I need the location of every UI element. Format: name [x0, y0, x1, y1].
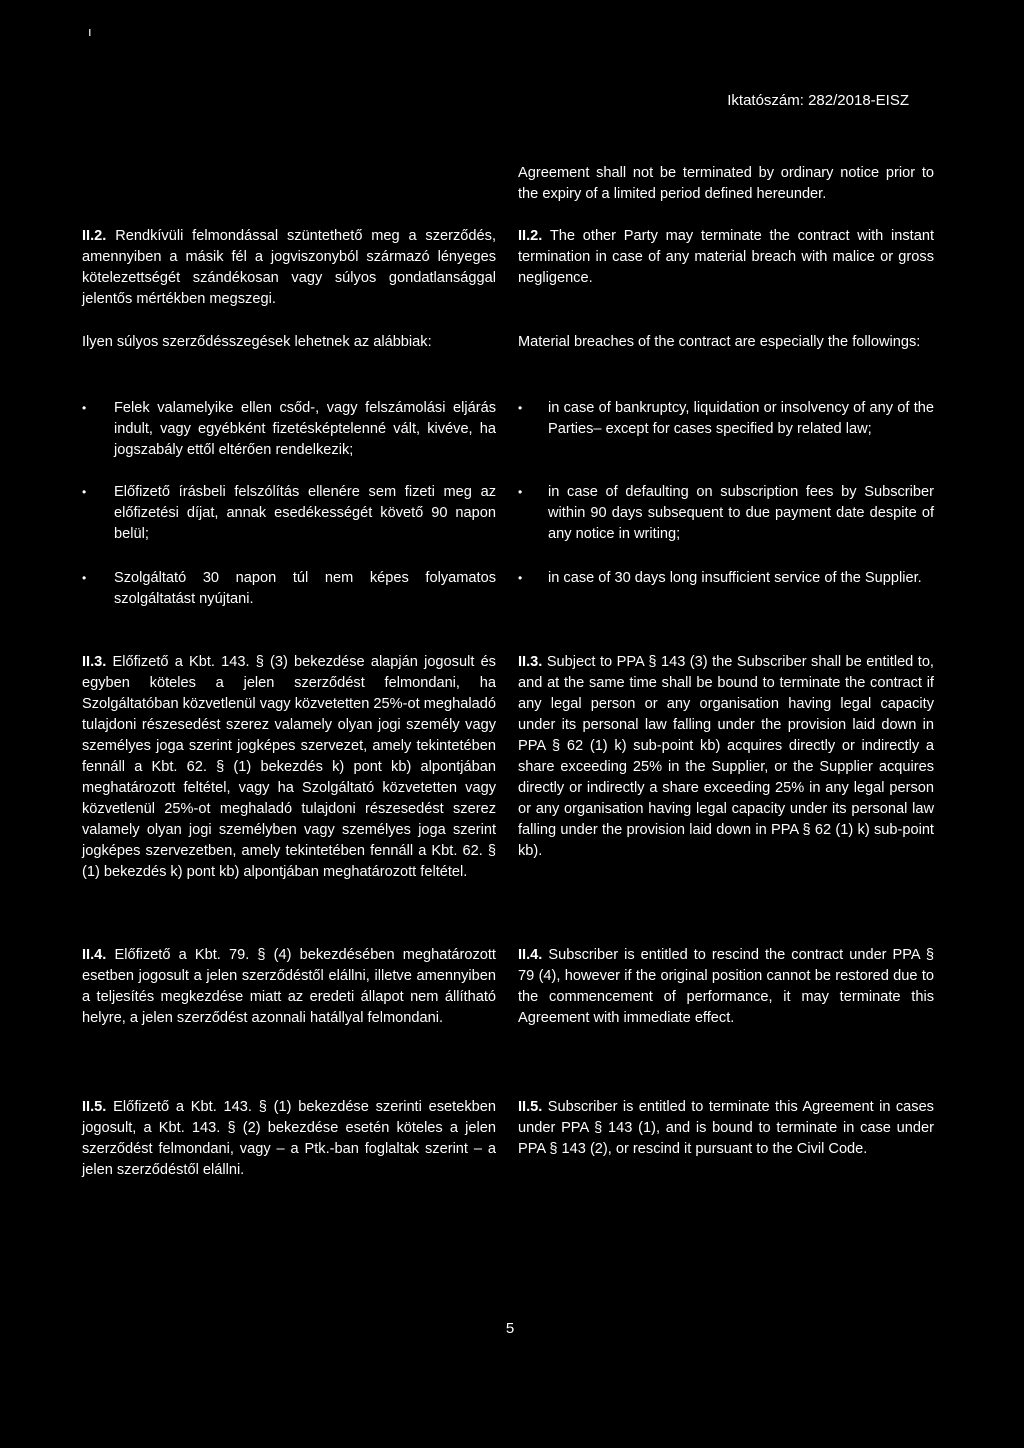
list-item	[518, 482, 934, 545]
list-item-text: Előfizető írásbeli felszólítás ellenére sem fizeti meg az előfizetési díjat, annak esedékességét követő 90 napon belül;	[114, 484, 496, 542]
section-5-hu	[82, 1097, 496, 1181]
corner-mark: ı	[88, 24, 92, 39]
section-text: Subject to PPA § 143 (3) the Subscriber shall be entitled to, and at the same time shall be bound to terminate the contract if any legal person or any organisation having legal capacity under its personal law falling under the provision laid down in PPA § 62 (1) k) sub-point kb) acquires directly or indirectly a share exceeding 25% in the Supplier, or the Supplier acquires directly or indirectly a share exceeding 25% in any legal person or any organisation having legal capacity under its personal law falling under the provision laid down in PPA § 62 (1) k) sub-point kb).	[518, 654, 934, 859]
section-text: The other Party may terminate the contract with instant termination in case of any material breach with malice or gross negligence.	[518, 228, 935, 286]
section-5-en	[518, 1097, 934, 1160]
section-text: Rendkívüli felmondással szüntethető meg a szerződés, amennyiben a másik fél a jogviszonyból származó lényeges kötelezettségét szándékosan vagy súlyos gondatlansággal jelentős mértékben megszegi.	[82, 228, 496, 307]
bullet-icon: •	[518, 571, 523, 585]
section-text: Előfizető a Kbt. 79. § (4) bekezdésében meghatározott esetben jogosult a jelen szerződéstől elállni, illetve amennyiben a teljesítés megkezdése miatt az eredeti állapot nem állítható helyre, a jelen szerződést azonnali hatállyal felmondani.	[82, 947, 496, 1026]
section-label: II.2.	[518, 228, 543, 244]
section-3-hu	[82, 652, 496, 883]
list-item	[82, 482, 496, 545]
section-4-en	[518, 945, 934, 1029]
section-label: II.5.	[82, 1099, 107, 1115]
section-label: II.2.	[82, 228, 107, 244]
list-item-text: Szolgáltató 30 napon túl nem képes folyamatos szolgáltatást nyújtani.	[114, 570, 496, 607]
section-text: Subscriber is entitled to rescind the contract under PPA § 79 (4), however if the original position cannot be restored due to the commencement of performance, it may terminate this Agreement with immediate effect.	[518, 947, 934, 1026]
section-text: Előfizető a Kbt. 143. § (3) bekezdése alapján jogosult és egyben köteles a jelen szerződést felmondani, ha Szolgáltatóban közvetlenül vagy közvetetten 25%-ot meghaladó tulajdoni részesedést szerez valamely olyan jogi személy vagy személyes joga szerint jogképes szervezet, amely tekintetében fennáll a Kbt. 62. § (1) bekezdés k) pont kb) alpontjában meghatározott feltétel, vagy ha Szolgáltató közvetetten vagy közvetlenül 25%-ot meghaladó tulajdoni részesedést szerez valamely olyan jogi személyben vagy személyes joga szerint jogképes szervezetben, amely tekintetében fennáll a Kbt. 62. § (1) bekezdés k) pont kb) alpontjában meghatározott feltétel.	[82, 654, 496, 880]
list-item-text: in case of bankruptcy, liquidation or insolvency of any of the Parties– except for cases specified by related law;	[548, 400, 934, 437]
section-2-en	[518, 226, 934, 289]
section-label: II.3.	[82, 654, 107, 670]
reference-number: Iktatószám: 282/2018-EISZ	[727, 92, 909, 109]
list-item	[518, 568, 934, 610]
bullet-icon: •	[82, 485, 87, 499]
section-4-hu	[82, 945, 496, 1029]
list-item-text: Felek valamelyike ellen csőd-, vagy felszámolási eljárás indult, vagy egyébként fizetésképtelenné vált, kivéve, ha jogszabály ettől eltérően rendelkezik;	[114, 400, 496, 458]
section-label: II.4.	[518, 947, 543, 963]
bullet-icon: •	[518, 401, 523, 415]
section-label: II.5.	[518, 1099, 543, 1115]
bullet-icon: •	[82, 401, 87, 415]
list-item-text: in case of 30 days long insufficient service of the Supplier.	[548, 570, 922, 586]
list-item	[518, 398, 934, 440]
section-text: Subscriber is entitled to terminate this Agreement in cases under PPA § 143 (1), and is bound to terminate in case under PPA § 143 (2), or rescind it pursuant to the Civil Code.	[518, 1099, 934, 1157]
section-label: II.4.	[82, 947, 107, 963]
section-text: Előfizető a Kbt. 143. § (1) bekezdése szerinti esetekben jogosult, a Kbt. 143. § (2) bekezdése esetén köteles a jelen szerződést felmondani, vagy – a Ptk.-ban foglaltak szerint – a jelen szerződéstől elállni.	[82, 1099, 496, 1178]
list-item-text: in case of defaulting on subscription fees by Subscriber within 90 days subsequent to due payment date despite of any notice in writing;	[548, 484, 934, 542]
section-label: II.3.	[518, 654, 543, 670]
section-3-en	[518, 652, 934, 862]
bullet-icon: •	[82, 571, 87, 585]
list-item	[82, 398, 496, 461]
section-2-hu	[82, 226, 496, 310]
bullet-icon: •	[518, 485, 523, 499]
page-number: 5	[505, 1320, 515, 1337]
intro-paragraph-en: Agreement shall not be terminated by ordinary notice prior to the expiry of a limited period defined hereunder.	[518, 165, 934, 202]
list-item	[82, 568, 496, 610]
breaches-intro-hu: Ilyen súlyos szerződésszegések lehetnek az alábbiak:	[82, 334, 432, 350]
breaches-intro-en: Material breaches of the contract are especially the followings:	[518, 334, 921, 350]
